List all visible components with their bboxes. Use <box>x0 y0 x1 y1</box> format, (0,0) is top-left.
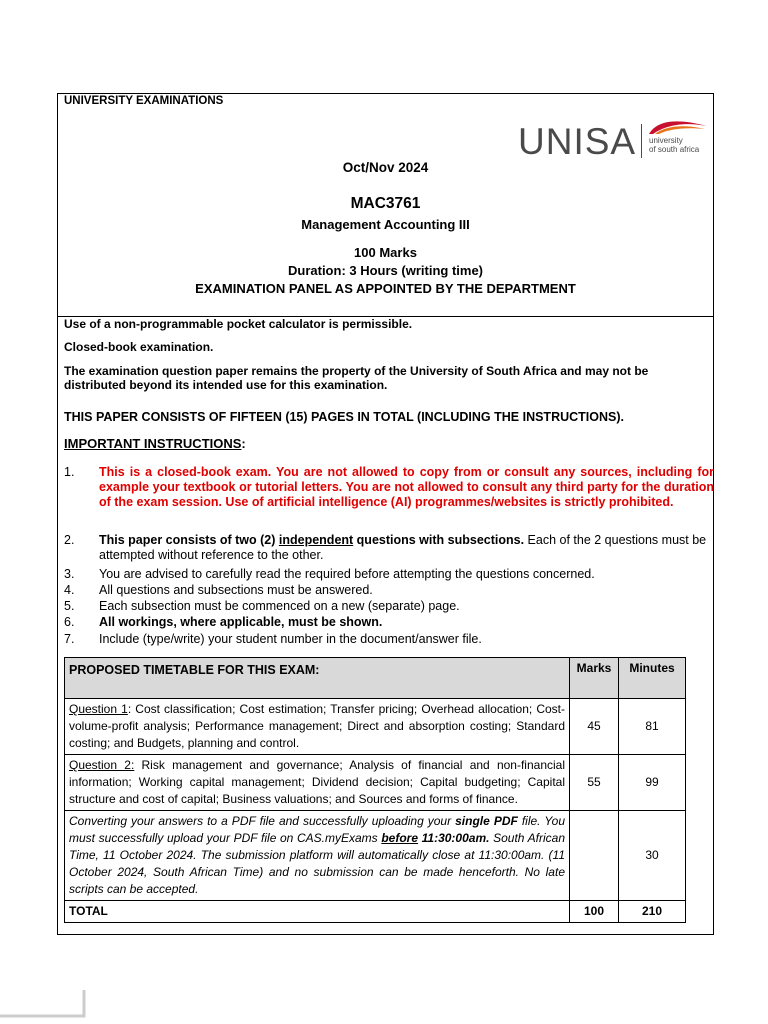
instruction-warning-text: This is a closed-book exam. You are not allowed to copy from or consult any sources, including for example your textbook or tutorial letters. You are not allowed to consult any third party for the duration of the exam session. Use of artificial intelligence (AI) programmes/websites is strictly prohibited. <box>99 465 714 509</box>
upload-text-a: Converting your answers to a PDF file and successfully uploading your <box>69 814 456 828</box>
logo-divider <box>641 124 642 158</box>
upload-deadline: 11:30:00am. <box>418 831 490 845</box>
question-2-minutes: 99 <box>619 755 686 811</box>
table-row <box>65 699 686 755</box>
timetable-heading: PROPOSED TIMETABLE FOR THIS EXAM: <box>65 658 570 699</box>
upload-minutes: 30 <box>619 811 686 901</box>
cover-header <box>58 94 713 317</box>
calculator-rule: Use of a non-programmable pocket calculator is permissible. <box>64 317 413 331</box>
upload-before: before <box>381 831 418 845</box>
instruction-number: 2. <box>64 533 75 547</box>
instruction-number: 5. <box>64 599 75 613</box>
question-1-topics: : Cost classification; Cost estimation; Transfer pricing; Overhead allocation; Cost-volume-profit analysis; Performance management; Direct and absorption costing; Standard costing; and Budgets, planning and control. <box>69 702 565 750</box>
university-examinations-label: UNIVERSITY EXAMINATIONS <box>64 95 224 107</box>
page-count-notice: THIS PAPER CONSISTS OF FIFTEEN (15) PAGES IN TOTAL (INCLUDING THE INSTRUCTIONS). <box>64 410 624 424</box>
closed-book-rule: Closed-book examination. <box>64 340 214 354</box>
upload-text-c: file. You must successfully upload your PDF file on CAS.myExams <box>69 814 566 845</box>
instruction-text: Each subsection must be commenced on a new (separate) page. <box>99 599 460 613</box>
timetable <box>64 657 686 923</box>
question-2-topics: Risk management and governance; Analysis of financial and non-financial information; Working capital management; Dividend decision; Capital budgeting; Capital structure and cost of capital; Business valuations; and Sources and forms of finance. <box>69 758 565 806</box>
instruction-item <box>64 533 714 565</box>
important-heading-colon: : <box>241 436 246 451</box>
exam-duration: Duration: 3 Hours (writing time) <box>288 263 483 278</box>
total-label: TOTAL <box>65 901 570 923</box>
upload-instructions <box>65 811 570 901</box>
important-heading-text: IMPORTANT INSTRUCTIONS <box>64 436 242 451</box>
question-1-label: Question 1 <box>69 702 128 716</box>
instruction-text <box>99 533 714 563</box>
exam-cover-page <box>57 93 714 935</box>
table-row <box>65 755 686 811</box>
unisa-logo <box>518 118 718 164</box>
logo-tagline-line1: university <box>649 136 683 145</box>
instruction-item <box>64 465 714 527</box>
logo-tagline <box>649 136 699 154</box>
instruction-plain: Each of the 2 questions must be attempted without reference to the other. <box>99 533 707 562</box>
question-2-label: Question 2: <box>69 758 135 772</box>
total-marks: 100 Marks <box>354 245 417 260</box>
instruction-number: 4. <box>64 583 75 597</box>
timetable-header-row <box>65 658 686 699</box>
question-1-minutes: 81 <box>619 699 686 755</box>
page-corner-mark <box>0 988 86 1018</box>
instruction-text: You are advised to carefully read the required before attempting the questions concerned. <box>99 567 595 581</box>
instruction-number: 1. <box>64 465 75 479</box>
question-1-marks: 45 <box>570 699 619 755</box>
instruction-bold-underline: independent <box>278 533 354 547</box>
examination-panel: EXAMINATION PANEL AS APPOINTED BY THE DEPARTMENT <box>195 281 576 296</box>
exam-session: Oct/Nov 2024 <box>342 160 429 175</box>
instruction-bold-a: This paper consists of two (2) <box>99 533 279 547</box>
upload-single-pdf: single PDF <box>455 814 518 828</box>
logo-tagline-line2: of south africa <box>649 145 700 154</box>
total-marks-value: 100 <box>570 901 619 923</box>
table-row <box>65 811 686 901</box>
instruction-number: 6. <box>64 615 75 629</box>
property-rule: The examination question paper remains the property of the University of South Africa and may not be distributed beyond its intended use for this examination. <box>64 364 649 392</box>
instruction-text: All workings, where applicable, must be shown. <box>99 615 383 629</box>
question-2-description <box>65 755 570 811</box>
important-instructions-heading <box>64 437 709 451</box>
logo-wordmark: UNISA <box>518 121 637 162</box>
instruction-text: All questions and subsections must be answered. <box>99 583 373 597</box>
table-row <box>65 901 686 923</box>
col-marks-header: Marks <box>570 658 619 699</box>
question-1-description <box>65 699 570 755</box>
instruction-number: 7. <box>64 632 75 646</box>
question-2-marks: 55 <box>570 755 619 811</box>
instruction-bold-b: questions with subsections. <box>353 533 525 547</box>
upload-marks <box>570 811 619 901</box>
module-code: MAC3761 <box>350 195 421 212</box>
instruction-text: Include (type/write) your student number in the document/answer file. <box>99 632 482 646</box>
col-minutes-header: Minutes <box>619 658 686 699</box>
logo-flame-icon <box>647 118 709 136</box>
total-minutes-value: 210 <box>619 901 686 923</box>
instruction-number: 3. <box>64 567 75 581</box>
upload-text-f: South African Time, 11 October 2024. The submission platform will automatically close at 11:30:00am. (11 October 2024, South African Time) and no submission can be made henceforth. No late scripts can be accepted. <box>69 831 566 896</box>
module-name: Management Accounting III <box>301 217 470 232</box>
